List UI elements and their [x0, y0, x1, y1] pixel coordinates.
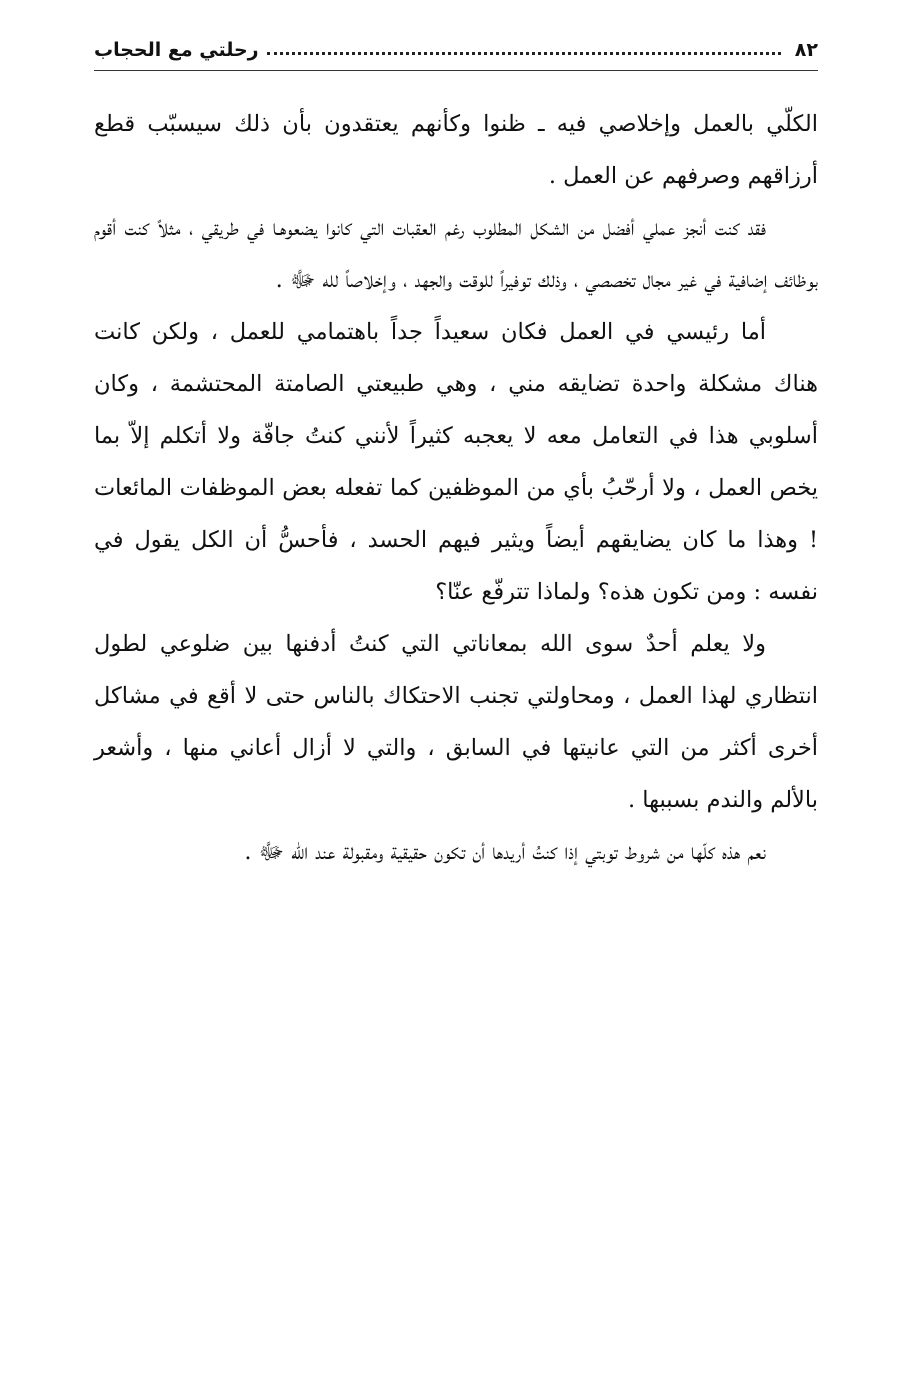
- paragraph-5: نعم هذه كلّها من شروط توبتي إذا كنتُ أريدها أن تكون حقيقية ومقبولة عند الله ﷻ .: [244, 839, 766, 865]
- paragraph-2: فقد كنت أنجز عملي أفضل من الشكل المطلوب رغم العقبات التي كانوا يضعوهـا في طريقي ، مثلاً كنت أقوم بوظائف إضافية في غير مجال تخصصي ، وذلك توفيراً للوقت والجهد ، وإخلاصاً لله ﷻ .: [94, 215, 818, 293]
- dotted-leader: [267, 52, 781, 55]
- paragraph-1: الكلّي بالعمل وإخلاصي فيه ـ ظنوا وكأنهم يعتقدون بأن ذلك سيسبّب قطع أرزاقهم وصرفهم عن العمل .: [94, 111, 818, 189]
- page-header: [94, 34, 818, 66]
- page-number: ٨٢: [794, 39, 818, 61]
- body-text: [94, 98, 818, 878]
- paragraph-3: أما رئيسي في العمل فكان سعيداً جداً باهتمامي للعمل ، ولكن كانت هناك مشكلة واحدة تضايقه مني ، وهي طبيعتي الصامتة المحتشمة ، وكان أسلوبي هذا في التعامل معه لا يعجبه كثيراً لأنني كنتُ جافّة ولا أتكلم إلاّ بما يخص العمل ، ولا أرحّبُ بأي من الموظفين كما تفعله بعض الموظفات المائعات ! وهذا ما كان يضايقهم أيضاً ويثير فيهم الحسد ، فأحسُّ أن الكل يقول في نفسه : ومن تكون هذه؟ ولماذا تترفّع عنّا؟: [94, 319, 818, 605]
- paragraph-4: ولا يعلم أحدٌ سوى الله بمعاناتي التي كنتُ أدفنها بين ضلوعي لطول انتظاري لهذا العمل ، ومحاولتي تجنب الاحتكاك بالناس حتى لا أقع في مشاكل أخرى أكثر من التي عانيتها في السابق ، والتي لا أزال أعاني منها ، وأشعر بالألم والندم بسببها .: [94, 631, 818, 813]
- running-title: رحلتي مع الحجاب: [94, 39, 259, 61]
- header-rule: [94, 70, 818, 71]
